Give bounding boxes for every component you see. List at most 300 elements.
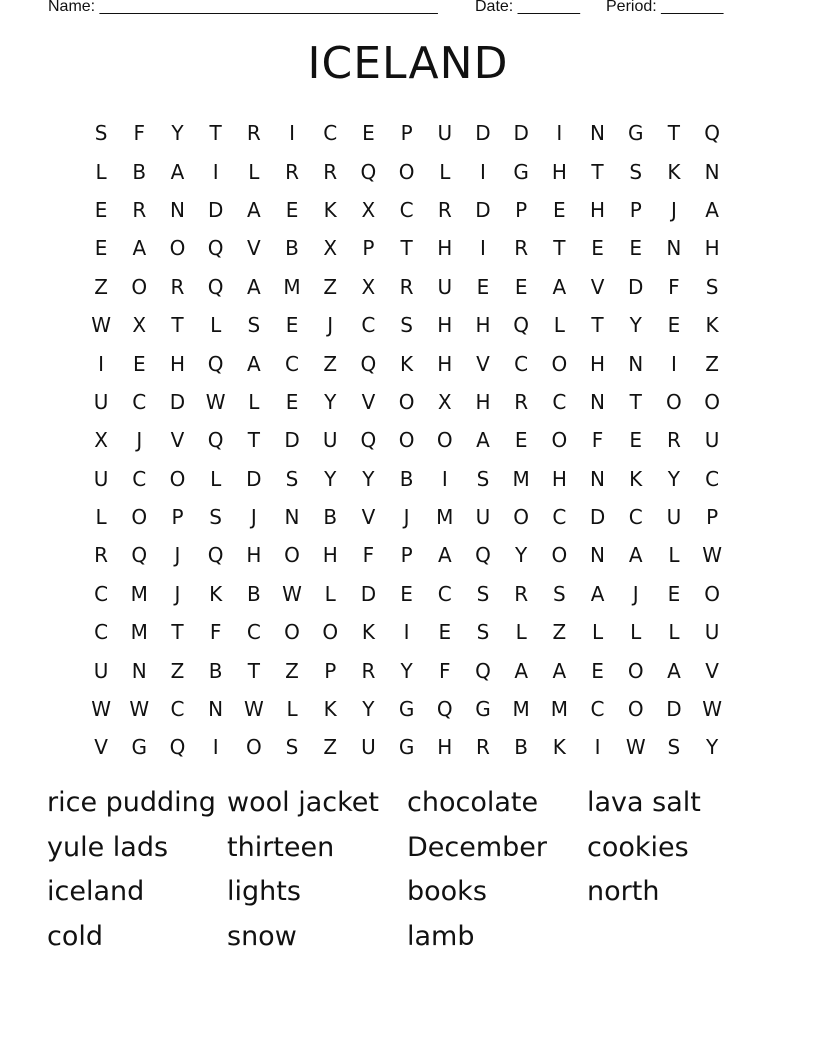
grid-letter: C bbox=[399, 197, 414, 222]
grid-letter: B bbox=[514, 735, 529, 760]
grid-letter: Y bbox=[324, 466, 337, 491]
grid-letter: N bbox=[628, 351, 644, 376]
grid-letter: Y bbox=[171, 121, 184, 146]
grid-letter: Q bbox=[131, 543, 148, 568]
grid-letter: X bbox=[94, 428, 108, 453]
grid-letter: O bbox=[131, 274, 148, 299]
grid-letter: D bbox=[628, 274, 644, 299]
grid-letter: C bbox=[552, 505, 567, 530]
grid-letter: A bbox=[247, 274, 261, 299]
grid-letter: E bbox=[285, 389, 299, 414]
grid-letter: R bbox=[514, 581, 529, 606]
word-bank-item: thirteen bbox=[227, 831, 335, 863]
grid-letter: K bbox=[361, 620, 375, 645]
grid-letter: P bbox=[362, 236, 375, 261]
grid-letter: O bbox=[398, 389, 415, 414]
grid-letter: A bbox=[514, 658, 528, 683]
grid-letter: E bbox=[667, 313, 681, 338]
grid-letter: R bbox=[323, 159, 338, 184]
grid-letter: R bbox=[514, 236, 529, 261]
grid-letter: E bbox=[285, 197, 299, 222]
grid-letter: C bbox=[170, 697, 185, 722]
grid-letter: K bbox=[629, 466, 643, 491]
grid-letter: Y bbox=[705, 735, 719, 760]
grid-letter: U bbox=[704, 428, 720, 453]
grid-letter: W bbox=[702, 697, 722, 722]
grid-letter: G bbox=[513, 159, 529, 184]
grid-letter: L bbox=[668, 543, 680, 568]
grid-letter: R bbox=[94, 543, 109, 568]
grid-letter: K bbox=[323, 197, 337, 222]
grid-letter: J bbox=[632, 581, 639, 606]
grid-letter: P bbox=[400, 121, 413, 146]
grid-letter: C bbox=[437, 581, 452, 606]
grid-letter: M bbox=[550, 697, 568, 722]
grid-letter: I bbox=[480, 236, 486, 261]
grid-letter: L bbox=[95, 159, 107, 184]
word-bank-item: iceland bbox=[47, 876, 145, 908]
grid-letter: C bbox=[590, 697, 605, 722]
grid-letter: O bbox=[551, 351, 568, 376]
grid-letter: E bbox=[400, 581, 413, 606]
word-bank-item: books bbox=[407, 876, 487, 908]
grid-letter: H bbox=[590, 351, 606, 376]
grid-letter: F bbox=[362, 543, 375, 568]
grid-letter: Q bbox=[207, 543, 224, 568]
grid-letter: Z bbox=[323, 735, 338, 760]
grid-letter: S bbox=[476, 581, 490, 606]
page-title: ICELAND bbox=[307, 38, 509, 89]
grid-letter: R bbox=[666, 428, 681, 453]
grid-letter: S bbox=[629, 159, 643, 184]
grid-letter: Z bbox=[323, 274, 338, 299]
grid-letter: W bbox=[282, 581, 302, 606]
name-field-label: Name: ______________________________________ bbox=[48, 0, 438, 15]
grid-letter: V bbox=[361, 389, 376, 414]
grid-letter: H bbox=[551, 159, 567, 184]
grid-letter: L bbox=[286, 697, 298, 722]
grid-letter: Q bbox=[169, 735, 186, 760]
word-bank-item: yule lads bbox=[47, 831, 169, 863]
grid-letter: N bbox=[208, 697, 224, 722]
grid-letter: Y bbox=[667, 466, 681, 491]
grid-letter: Q bbox=[475, 543, 491, 568]
grid-letter: N bbox=[284, 505, 300, 530]
grid-letter: B bbox=[132, 159, 147, 184]
grid-letter: S bbox=[667, 735, 681, 760]
grid-letter: S bbox=[209, 505, 222, 530]
grid-letter: X bbox=[361, 274, 376, 299]
grid-letter: J bbox=[670, 197, 677, 222]
grid-letter: H bbox=[475, 389, 491, 414]
grid-letter: I bbox=[556, 121, 563, 146]
grid-letter: V bbox=[476, 351, 490, 376]
grid-letter: A bbox=[705, 197, 719, 222]
grid-letter: Y bbox=[324, 389, 337, 414]
grid-letter: T bbox=[247, 658, 260, 683]
grid-letter: B bbox=[323, 505, 338, 530]
grid-letter: A bbox=[552, 274, 567, 299]
grid-letter: D bbox=[475, 197, 491, 222]
grid-letter: R bbox=[399, 274, 414, 299]
grid-letter: L bbox=[248, 389, 260, 414]
word-bank-item: cold bbox=[47, 921, 104, 953]
grid-letter: Q bbox=[513, 313, 530, 338]
grid-letter: Z bbox=[323, 351, 338, 376]
grid-letter: Y bbox=[629, 313, 642, 338]
grid-letter: N bbox=[704, 159, 720, 184]
grid-letter: D bbox=[475, 121, 491, 146]
grid-letter: E bbox=[591, 658, 604, 683]
grid-letter: S bbox=[476, 620, 490, 645]
grid-letter: Q bbox=[207, 351, 224, 376]
grid-letter: W bbox=[91, 313, 111, 338]
grid-letter: B bbox=[246, 581, 261, 606]
grid-letter: K bbox=[705, 313, 719, 338]
grid-letter: F bbox=[209, 620, 222, 645]
grid-letter: U bbox=[361, 735, 376, 760]
grid-letter: H bbox=[437, 313, 453, 338]
grid-letter: P bbox=[400, 543, 413, 568]
grid-letter: F bbox=[668, 274, 680, 299]
grid-letter: T bbox=[171, 620, 184, 645]
word-bank-item: wool jacket bbox=[227, 787, 379, 818]
grid-letter: S bbox=[94, 121, 108, 146]
grid-letter: B bbox=[399, 466, 414, 491]
grid-letter: O bbox=[666, 389, 682, 414]
grid-letter: I bbox=[480, 159, 486, 184]
grid-letter: S bbox=[285, 466, 299, 491]
grid-letter: Q bbox=[207, 274, 224, 299]
grid-letter: N bbox=[590, 389, 606, 414]
grid-letter: G bbox=[398, 697, 415, 722]
grid-letter: O bbox=[245, 735, 262, 760]
grid-letter: L bbox=[210, 313, 222, 338]
grid-letter: R bbox=[246, 121, 261, 146]
date-field-label: Date: _______ bbox=[475, 0, 580, 15]
grid-letter: I bbox=[98, 351, 105, 376]
grid-letter: J bbox=[403, 505, 410, 530]
grid-letter: I bbox=[403, 620, 410, 645]
grid-letter: D bbox=[169, 389, 186, 414]
grid-letter: R bbox=[514, 389, 529, 414]
grid-letter: O bbox=[436, 428, 453, 453]
grid-letter: W bbox=[129, 697, 150, 722]
grid-letter: E bbox=[553, 197, 566, 222]
grid-letter: C bbox=[132, 466, 147, 491]
grid-letter: S bbox=[552, 581, 566, 606]
grid-letter: M bbox=[512, 697, 530, 722]
grid-letter: A bbox=[132, 236, 147, 261]
grid-letter: O bbox=[551, 428, 568, 453]
grid-letter: X bbox=[132, 313, 147, 338]
grid-letter: G bbox=[627, 121, 644, 146]
grid-letter: V bbox=[361, 505, 376, 530]
grid-letter: E bbox=[94, 197, 108, 222]
grid-letter: D bbox=[666, 697, 682, 722]
grid-letter: J bbox=[250, 505, 257, 530]
grid-letter: R bbox=[285, 159, 299, 184]
grid-letter: D bbox=[207, 197, 224, 222]
grid-letter: O bbox=[398, 428, 415, 453]
grid-letter: S bbox=[247, 313, 261, 338]
grid-letter: H bbox=[704, 236, 720, 261]
grid-letter: U bbox=[93, 466, 109, 491]
grid-letter: O bbox=[169, 466, 186, 491]
grid-letter: U bbox=[437, 121, 453, 146]
grid-letter: X bbox=[323, 236, 338, 261]
grid-letter: F bbox=[591, 428, 604, 453]
grid-letter: Y bbox=[362, 697, 375, 722]
word-bank-item: December bbox=[407, 831, 548, 863]
grid-letter: Q bbox=[704, 121, 720, 146]
grid-letter: H bbox=[437, 236, 453, 261]
grid-letter: U bbox=[704, 620, 720, 645]
grid-letter: U bbox=[93, 389, 109, 414]
word-bank bbox=[47, 783, 767, 962]
grid-letter: Z bbox=[285, 658, 299, 683]
grid-letter: E bbox=[362, 121, 375, 146]
grid-letter: O bbox=[131, 505, 148, 530]
grid-letter: H bbox=[437, 351, 453, 376]
grid-letter: D bbox=[589, 505, 606, 530]
grid-letter: F bbox=[439, 658, 451, 683]
period-field-label: Period: _______ bbox=[606, 0, 724, 15]
grid-letter: A bbox=[552, 658, 567, 683]
grid-letter: A bbox=[437, 543, 452, 568]
grid-letter: I bbox=[289, 121, 295, 146]
grid-letter: L bbox=[630, 620, 642, 645]
grid-letter: R bbox=[170, 274, 185, 299]
grid-letter: T bbox=[667, 121, 681, 146]
grid-letter: X bbox=[437, 389, 452, 414]
grid-letter: N bbox=[666, 236, 682, 261]
word-bank-item: lamb bbox=[407, 921, 475, 953]
grid-letter: E bbox=[629, 236, 643, 261]
grid-letter: N bbox=[131, 658, 147, 683]
grid-letter: M bbox=[283, 274, 301, 299]
grid-letter: T bbox=[209, 121, 222, 146]
grid-letter: L bbox=[210, 466, 222, 491]
grid-letter: G bbox=[475, 697, 491, 722]
word-bank-item: north bbox=[587, 876, 660, 908]
grid-letter: Z bbox=[705, 351, 719, 376]
grid-letter: C bbox=[552, 389, 567, 414]
grid-letter: O bbox=[169, 236, 186, 261]
grid-letter: Z bbox=[94, 274, 108, 299]
grid-letter: L bbox=[324, 581, 336, 606]
grid-letter: D bbox=[246, 466, 262, 491]
grid-letter: E bbox=[514, 274, 528, 299]
word-bank-item: lights bbox=[227, 876, 301, 908]
grid-letter: O bbox=[284, 543, 300, 568]
grid-letter: G bbox=[398, 735, 415, 760]
grid-letter: O bbox=[284, 620, 300, 645]
grid-letter: J bbox=[327, 313, 334, 338]
grid-letter: H bbox=[551, 466, 567, 491]
word-bank-item: snow bbox=[227, 921, 297, 953]
grid-letter: O bbox=[322, 620, 339, 645]
grid-letter: V bbox=[247, 236, 261, 261]
grid-letter: V bbox=[94, 735, 108, 760]
grid-letter: O bbox=[704, 581, 720, 606]
grid-letter: C bbox=[514, 351, 529, 376]
grid-letter: L bbox=[553, 313, 565, 338]
grid-letter: V bbox=[590, 274, 605, 299]
grid-letter: E bbox=[94, 236, 108, 261]
grid-letter: P bbox=[171, 505, 184, 530]
grid-letter: A bbox=[247, 351, 261, 376]
grid-letter: E bbox=[591, 236, 604, 261]
grid-letter: R bbox=[437, 197, 452, 222]
grid-letter: O bbox=[627, 697, 644, 722]
grid-letter: Q bbox=[360, 159, 377, 184]
grid-letter: D bbox=[513, 121, 529, 146]
grid-letter: T bbox=[553, 236, 566, 261]
grid-letter: S bbox=[476, 466, 490, 491]
grid-letter: L bbox=[668, 620, 680, 645]
grid-letter: Q bbox=[207, 428, 224, 453]
grid-letter: E bbox=[285, 313, 299, 338]
grid-letter: K bbox=[552, 735, 566, 760]
grid-letter: I bbox=[594, 735, 601, 760]
grid-letter: C bbox=[94, 620, 109, 645]
grid-letter: H bbox=[246, 543, 262, 568]
grid-letter: I bbox=[212, 159, 219, 184]
grid-letter: I bbox=[670, 351, 677, 376]
grid-letter: E bbox=[514, 428, 528, 453]
grid-letter: U bbox=[666, 505, 682, 530]
grid-letter: N bbox=[590, 466, 606, 491]
grid-letter: M bbox=[512, 466, 530, 491]
grid-letter: U bbox=[322, 428, 338, 453]
grid-letter: M bbox=[130, 620, 148, 645]
grid-letter: A bbox=[628, 543, 643, 568]
grid-letter: U bbox=[475, 505, 491, 530]
grid-letter: C bbox=[323, 121, 338, 146]
grid-letter: H bbox=[590, 197, 606, 222]
grid-letter: C bbox=[628, 505, 643, 530]
grid-letter: Q bbox=[475, 658, 491, 683]
grid-letter: W bbox=[702, 543, 722, 568]
grid-letter: K bbox=[209, 581, 223, 606]
grid-letter: E bbox=[629, 428, 643, 453]
grid-letter: C bbox=[285, 351, 300, 376]
grid-letter: P bbox=[324, 658, 337, 683]
grid-letter: A bbox=[590, 581, 605, 606]
grid-letter: K bbox=[667, 159, 681, 184]
grid-letter: M bbox=[130, 581, 148, 606]
grid-letter: P bbox=[515, 197, 528, 222]
grid-letter: S bbox=[285, 735, 299, 760]
grid-letter: K bbox=[400, 351, 414, 376]
grid-letter: S bbox=[705, 274, 719, 299]
grid-letter: U bbox=[93, 658, 109, 683]
grid-letter: A bbox=[247, 197, 261, 222]
worksheet-header bbox=[48, 0, 768, 20]
grid-letter: T bbox=[629, 389, 642, 414]
grid-letter: Y bbox=[515, 543, 528, 568]
grid-letter: V bbox=[170, 428, 185, 453]
word-bank-item: chocolate bbox=[407, 787, 539, 818]
word-bank-item: cookies bbox=[587, 831, 689, 863]
grid-letter: P bbox=[706, 505, 719, 530]
grid-letter: K bbox=[323, 697, 337, 722]
grid-letter: E bbox=[667, 581, 681, 606]
grid-letter: J bbox=[136, 428, 143, 453]
grid-letter: U bbox=[437, 274, 453, 299]
grid-letter: A bbox=[476, 428, 490, 453]
grid-letter: I bbox=[441, 466, 448, 491]
grid-letter: Q bbox=[360, 351, 377, 376]
grid-letter: F bbox=[133, 121, 146, 146]
grid-letter: W bbox=[91, 697, 111, 722]
grid-letter: Y bbox=[400, 658, 413, 683]
grid-letter: M bbox=[436, 505, 454, 530]
grid-letter: L bbox=[515, 620, 527, 645]
grid-letter: O bbox=[627, 658, 644, 683]
grid-letter: H bbox=[169, 351, 185, 376]
grid-letter: A bbox=[170, 159, 185, 184]
grid-letter: W bbox=[205, 389, 226, 414]
grid-letter: T bbox=[400, 236, 413, 261]
grid-letter: H bbox=[475, 313, 491, 338]
grid-letter: X bbox=[361, 197, 376, 222]
grid-letter: E bbox=[132, 351, 146, 376]
grid-letter: Q bbox=[360, 428, 377, 453]
grid-letter: I bbox=[212, 735, 219, 760]
grid-letter: N bbox=[590, 121, 606, 146]
grid-letter: B bbox=[285, 236, 299, 261]
grid-letter: S bbox=[400, 313, 413, 338]
grid-letter: W bbox=[625, 735, 646, 760]
grid-letter: R bbox=[361, 658, 376, 683]
grid-letter: R bbox=[132, 197, 147, 222]
grid-letter: C bbox=[361, 313, 376, 338]
grid-letter: P bbox=[629, 197, 642, 222]
grid-letter: D bbox=[360, 581, 377, 606]
grid-letter: R bbox=[476, 735, 490, 760]
grid-letter: T bbox=[591, 159, 604, 184]
grid-letter: L bbox=[439, 159, 451, 184]
grid-letter: C bbox=[705, 466, 720, 491]
grid-letter: Q bbox=[436, 697, 453, 722]
grid-letter: O bbox=[551, 543, 568, 568]
word-bank-item: rice pudding bbox=[47, 787, 216, 818]
word-bank-item: lava salt bbox=[587, 787, 701, 818]
grid-letter: T bbox=[171, 313, 184, 338]
grid-letter: Z bbox=[170, 658, 185, 683]
grid-letter: O bbox=[513, 505, 530, 530]
grid-letter: H bbox=[437, 735, 453, 760]
grid-letter: E bbox=[438, 620, 452, 645]
grid-letter: V bbox=[705, 658, 719, 683]
grid-letter: T bbox=[247, 428, 260, 453]
grid-letter: Q bbox=[207, 236, 224, 261]
grid-letter: L bbox=[95, 505, 107, 530]
grid-letter: B bbox=[208, 658, 223, 683]
grid-letter: C bbox=[246, 620, 261, 645]
grid-letter: E bbox=[476, 274, 490, 299]
grid-letter: N bbox=[590, 543, 606, 568]
grid-letter: A bbox=[667, 658, 681, 683]
grid-letter: J bbox=[174, 581, 181, 606]
grid-letter: C bbox=[132, 389, 147, 414]
grid-letter: C bbox=[94, 581, 109, 606]
grid-letter: Y bbox=[362, 466, 375, 491]
grid-letter: L bbox=[248, 159, 260, 184]
grid-letter: W bbox=[243, 697, 264, 722]
